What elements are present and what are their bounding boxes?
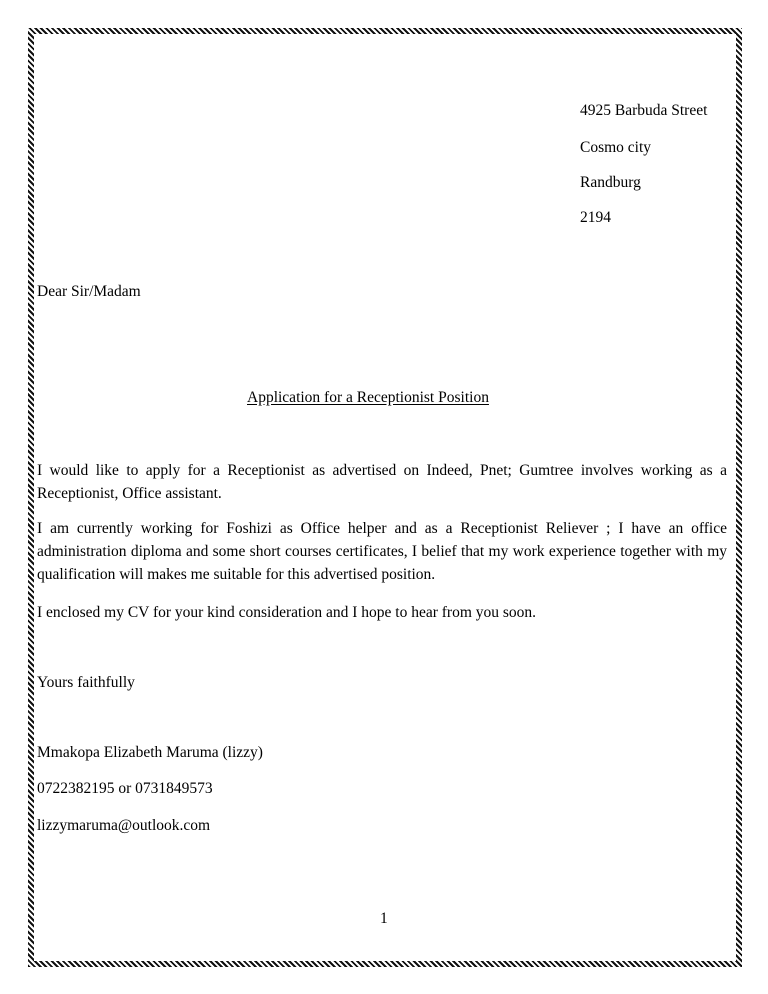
salutation: Dear Sir/Madam: [37, 283, 141, 300]
address-line-postal-code: 2194: [580, 209, 611, 226]
address-line-city: Randburg: [580, 174, 641, 191]
signature-email: lizzymaruma@outlook.com: [37, 817, 211, 834]
signature-name: Mmakopa Elizabeth Maruma (lizzy): [37, 744, 263, 761]
body-paragraph-3: I enclosed my CV for your kind consideration and I hope to hear from you soon.: [37, 604, 537, 621]
address-line-street: 4925 Barbuda Street: [580, 102, 708, 119]
closing: Yours faithfully: [37, 674, 135, 691]
signature-phones: 0722382195 or 0731849573: [37, 780, 213, 797]
body-paragraph-2: I am currently working for Foshizi as Office helper and as a Receptionist Reliever ; I have an office administration diploma and some short courses certificates, I belief that my work experience together with my qualification will makes me suitable for this advertised position.: [37, 520, 727, 583]
body-paragraph-1: I would like to apply for a Receptionist as advertised on Indeed, Pnet; Gumtree involves working as a Receptionist, Office assistant.: [37, 462, 727, 502]
letter-subject: Application for a Receptionist Position: [247, 389, 489, 406]
page-number: 1: [380, 910, 388, 927]
address-line-suburb: Cosmo city: [580, 139, 652, 156]
